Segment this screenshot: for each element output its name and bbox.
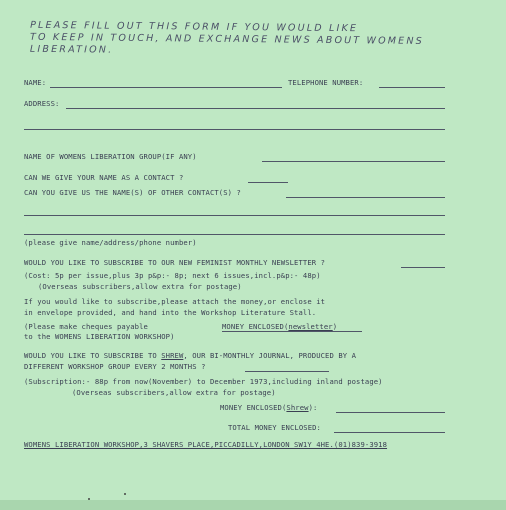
- address-line-1[interactable]: [66, 108, 445, 109]
- group-line[interactable]: [262, 161, 445, 162]
- other-contacts-label: CAN YOU GIVE US THE NAME(S) OF OTHER CONTACT(S) ?: [24, 188, 241, 197]
- total-money-label: TOTAL MONEY ENCLOSED:: [228, 423, 321, 432]
- handwritten-line-3: LIBERATION.: [29, 43, 114, 56]
- shrew-answer-line[interactable]: [245, 371, 329, 372]
- shrew-money-line[interactable]: [336, 412, 445, 413]
- contact-line[interactable]: [248, 182, 288, 183]
- shrew-question-2: DIFFERENT WORKSHOP GROUP EVERY 2 MONTHS ?: [24, 362, 206, 371]
- name-line[interactable]: [50, 87, 282, 88]
- cheques-payable-2: to the WOMENS LIBERATION WORKSHOP): [24, 332, 175, 341]
- newsletter-answer-line[interactable]: [401, 267, 445, 268]
- other-contacts-line-2[interactable]: [24, 215, 445, 216]
- name-label: NAME:: [24, 78, 47, 87]
- handwritten-note: [30, 20, 450, 60]
- telephone-line[interactable]: [379, 87, 445, 88]
- newsletter-instructions-2: in envelope provided, and hand into the Workshop Literature Stall.: [24, 308, 317, 317]
- contact-hint: (please give name/address/phone number): [24, 238, 197, 247]
- address-label: ADDRESS:: [24, 99, 60, 108]
- handwritten-line-1: PLEASE FILL OUT THIS FORM IF YOU WOULD LIKE: [30, 19, 359, 35]
- other-contacts-line-1[interactable]: [286, 197, 445, 198]
- telephone-label: TELEPHONE NUMBER:: [288, 78, 364, 87]
- total-money-line[interactable]: [334, 432, 445, 433]
- other-contacts-line-3[interactable]: [24, 234, 445, 235]
- group-label: NAME OF WOMENS LIBERATION GROUP(IF ANY): [24, 152, 197, 161]
- shrew-money-enclosed: MONEY ENCLOSED(Shrew):: [220, 403, 318, 412]
- handwritten-line-2: TO KEEP IN TOUCH, AND EXCHANGE NEWS ABOUT WOMENS: [29, 31, 425, 47]
- newsletter-money-enclosed: MONEY ENCLOSED(newsletter): [222, 322, 338, 331]
- newsletter-overseas: (Overseas subscribers,allow extra for postage): [38, 282, 242, 291]
- page-bottom-edge: [0, 500, 506, 510]
- shrew-question-1: WOULD YOU LIKE TO SUBSCRIBE TO SHREW, OUR BI-MONTHLY JOURNAL, PRODUCED BY A: [24, 351, 357, 360]
- shrew-overseas: (Overseas subscribers,allow extra for postage): [72, 388, 276, 397]
- cheques-payable-1: (Please make cheques payable: [24, 322, 148, 331]
- address-line-2[interactable]: [24, 129, 445, 130]
- newsletter-instructions-1: If you would like to subscribe,please attach the money,or enclose it: [24, 297, 326, 306]
- contact-label: CAN WE GIVE YOUR NAME AS A CONTACT ?: [24, 173, 184, 182]
- newsletter-question: WOULD YOU LIKE TO SUBSCRIBE TO OUR NEW FEMINIST MONTHLY NEWSLETTER ?: [24, 258, 326, 267]
- newsletter-cost: (Cost: 5p per issue,plus 3p p&p:- 8p; next 6 issues,incl.p&p:- 48p): [24, 271, 321, 280]
- paper-speck: [124, 493, 126, 495]
- newsletter-money-line[interactable]: [222, 331, 362, 332]
- workshop-address-footer: WOMENS LIBERATION WORKSHOP,3 SHAVERS PLACE,PICCADILLY,LONDON SW1Y 4HE.(01)839-3918: [24, 440, 388, 449]
- shrew-subscription: (Subscription:- 88p from now(November) to December 1973,including inland postage): [24, 377, 383, 386]
